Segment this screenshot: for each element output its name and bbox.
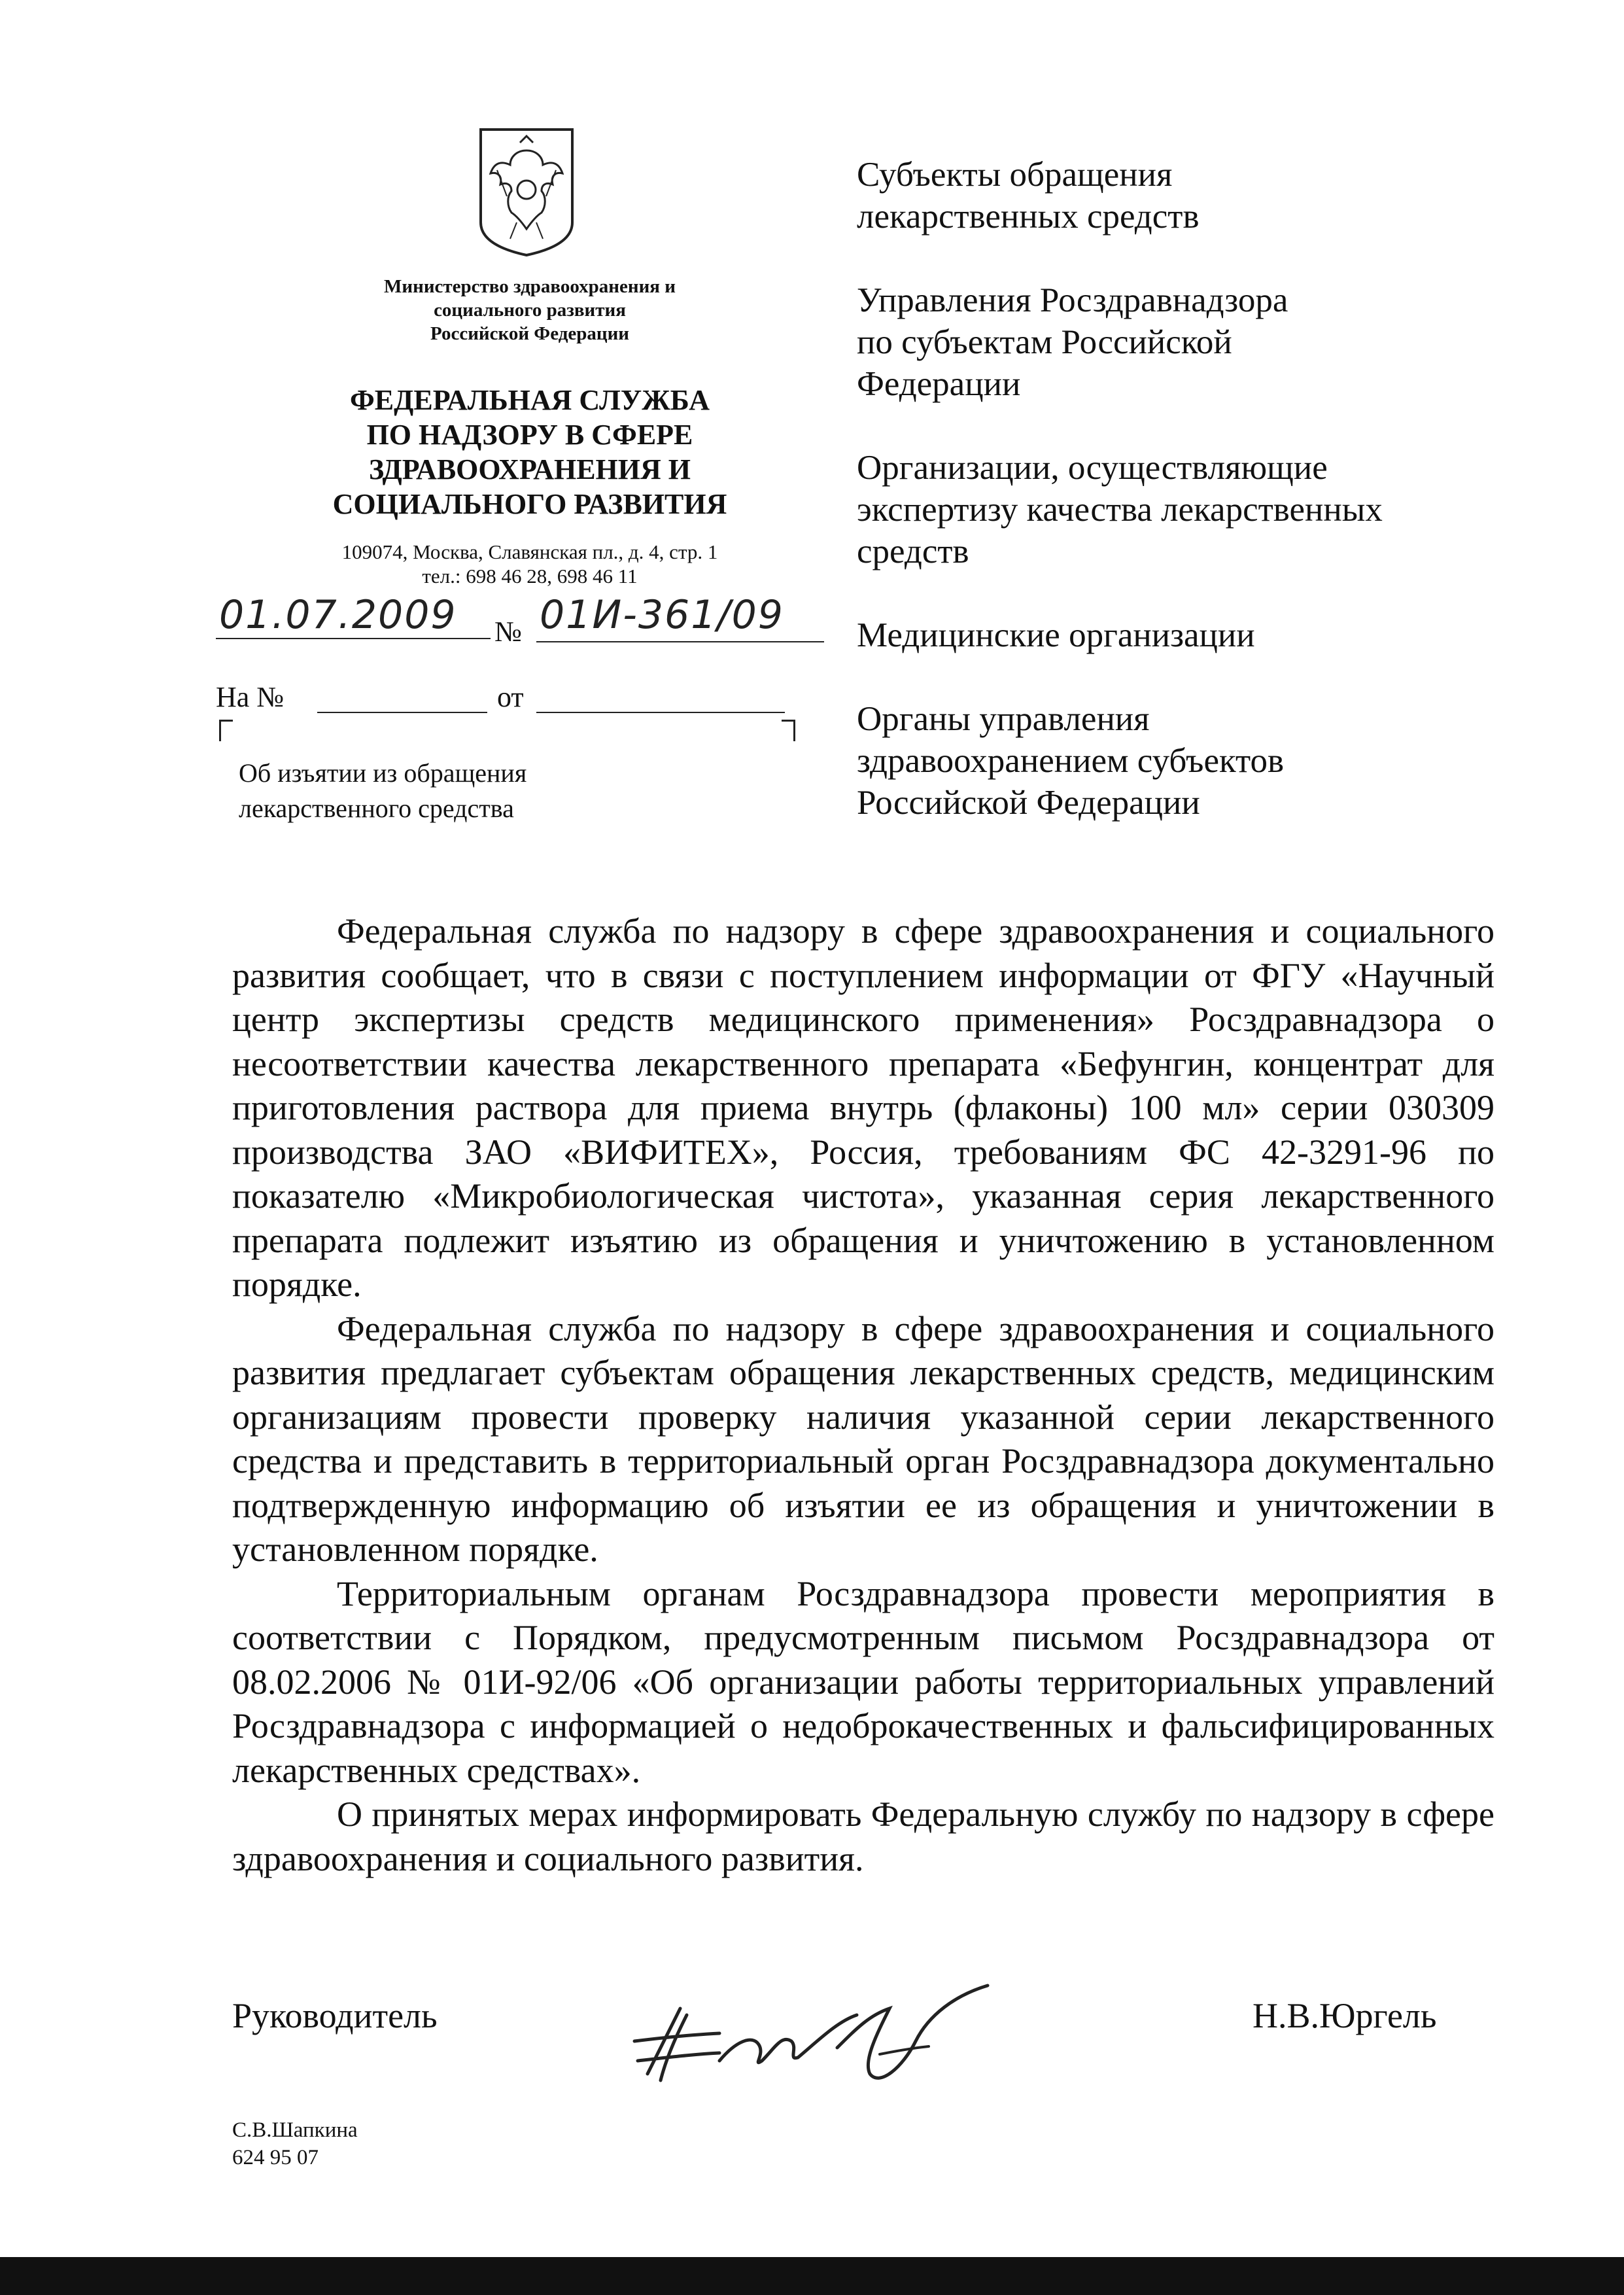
reply-number-label: На № <box>216 681 285 713</box>
letter-body <box>232 909 1494 1881</box>
address-line: 109074, Москва, Славянская пл., д. 4, стр. 1 <box>341 540 718 563</box>
reply-number-blank <box>317 712 487 713</box>
recipient-group: Управления Росздравнадзора по субъектам Российской Федерации <box>857 281 1288 403</box>
service-address <box>275 540 785 588</box>
registration-number: 01И-361/09 <box>540 592 784 638</box>
executor-info <box>232 2116 358 2171</box>
reply-date-blank <box>536 712 785 713</box>
recipients-block <box>857 154 1511 824</box>
body-paragraph: Территориальным органам Росздравнадзора провести мероприятия в соответствии с Порядком, предусмотренным письмом Росздравнадзора от 08.02.2006 № 01И-92/06 «Об организации работы территориальных управлений Росздравнадзора с информацией о недоброкачественных и фальсифицированных лекарственных средствах». <box>232 1573 1494 1790</box>
executor-phone: 624 95 07 <box>232 2146 319 2169</box>
subject-bracket-left <box>219 720 233 741</box>
body-paragraph: Федеральная служба по надзору в сфере здравоохранения и социального развития предлагает субъектам обращения лекарственных средств, медицинским организациям провести проверку наличия указанной серии лекарственного средства и представить в территориальный орган Росздравнадзора документально подтвержденную информацию об изъятии ее из обращения и уничтожении в установленном порядке. <box>232 1308 1494 1569</box>
recipient-group: Органы управления здравоохранением субъектов Российской Федерации <box>857 700 1285 822</box>
coat-of-arms-emblem-icon <box>471 124 582 258</box>
phone-line: тел.: 698 46 28, 698 46 11 <box>422 565 638 587</box>
reply-date-label: от <box>497 681 524 713</box>
recipient-group: Субъекты обращения лекарственных средств <box>857 156 1200 236</box>
registration-number-underline <box>536 641 824 642</box>
body-paragraph: Федеральная служба по надзору в сфере здравоохранения и социального развития сообщает, что в связи с поступлением информации от ФГУ «Научный центр экспертизы средств медицинского применения» Росздравнадзора о несоответствии качества лекарственного препарата «Бефунгин, концентрат для приготовления раствора для приема внутрь (флаконы) 100 мл» серии 030309 производства ЗАО «ВИФИТЕХ», Россия, требованиям ФС 42-3291-96 по показателю «Микробиологическая чистота», указанная серия лекарственного препарата подлежит изъятию из обращения и уничтожению в установленном порядке. <box>232 911 1494 1304</box>
recipient-group: Организации, осуществляющие экспертизу качества лекарственных средств <box>857 449 1383 570</box>
registration-date: 01.07.2009 <box>219 592 457 638</box>
registration-date-underline <box>216 638 491 639</box>
service-name: ФЕДЕРАЛЬНАЯ СЛУЖБА ПО НАДЗОРУ В СФЕРЕ ЗДРАВООХРАНЕНИЯ И СОЦИАЛЬНОГО РАЗВИТИЯ <box>332 384 727 520</box>
signatory-title: Руководитель <box>232 1996 438 2035</box>
scan-edge-bar <box>0 2257 1624 2295</box>
executor-name: С.В.Шапкина <box>232 2118 358 2142</box>
recipient-group: Медицинские организации <box>857 616 1255 654</box>
letter-subject: Об изъятии из обращения лекарственного средства <box>239 758 527 823</box>
handwritten-signature-icon <box>621 1969 994 2107</box>
ministry-name: Министерство здравоохранения и социального развития Российской Федерации <box>384 276 676 344</box>
body-paragraph: О принятых мерах информировать Федеральную службу по надзору в сфере здравоохранения и социального развития. <box>232 1795 1494 1878</box>
subject-bracket-right <box>782 720 795 741</box>
signatory-name: Н.В.Юргель <box>1253 1996 1437 2035</box>
registration-number-label: № <box>494 616 522 648</box>
